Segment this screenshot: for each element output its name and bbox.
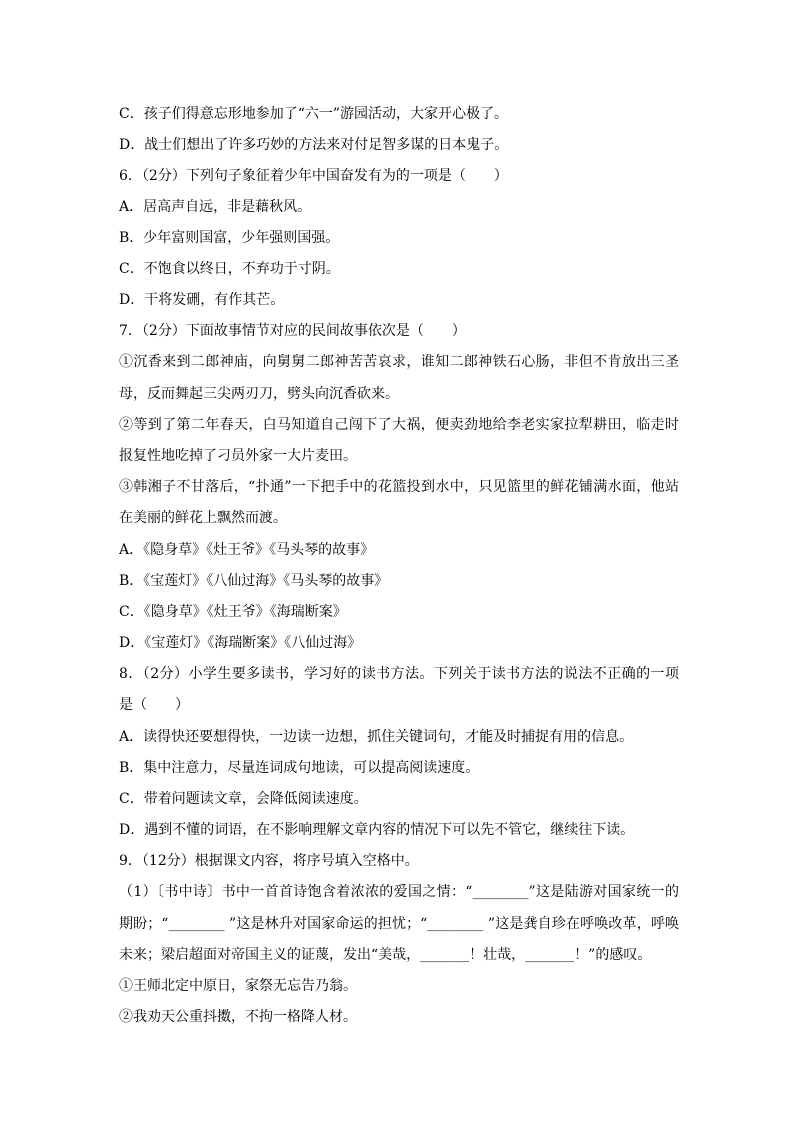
option-5d: D．战士们想出了许多巧妙的方法来对付足智多谋的日本鬼子。 (119, 137, 509, 153)
question-9-part-1-line-1: （1）〔书中诗〕书中一首首诗饱含着浓浓的爱国之情：“________”这是陆游对国家统一的 (119, 884, 679, 900)
passage-3-line-1: ③韩湘子不甘落后，“扑通”一下把手中的花篮投到水中，只见篮里的鲜花铺满水面，他站 (119, 479, 679, 495)
option-6b: B．少年富则国富，少年强则国强。 (119, 230, 340, 246)
question-8-stem-line-2: 是（ ） (119, 697, 189, 713)
question-9-part-1-line-3: 未来；梁启超面对帝国主义的证蔑，发出“美哉，_______！壮哉，_______！”的感叹。 (119, 947, 652, 963)
question-6-stem: 6．（2分）下列句子象征着少年中国奋发有为的一项是（ ） (119, 168, 508, 184)
option-6d: D．干将发硎，有作其芒。 (119, 292, 285, 308)
question-9-stem: 9．（12分）根据课文内容，将序号填入空格中。 (119, 853, 419, 869)
question-9-part-1-line-2: 期盼；“________ ”这是林升对国家命运的担忧；“________ ”这是龚自珍在呼唤改革，呼唤 (119, 916, 679, 932)
option-6a: A．居高声自远，非是藉秋风。 (119, 199, 312, 215)
option-7c: C．《隐身草》《灶王爷》《海瑞断案》 (119, 604, 347, 620)
question-7-stem: 7．（2分）下面故事情节对应的民间故事依次是（ ） (119, 323, 466, 339)
question-8-stem-line-1: 8．（2分）小学生要多读书，学习好的读书方法。下列关于读书方法的说法不正确的一项 (119, 666, 679, 682)
option-5c: C．孩子们得意忘形地参加了“六一”游园活动，大家开心极了。 (119, 106, 509, 122)
poem-option-1: ①王师北定中原日，家祭无忘告乃翁。 (119, 978, 357, 994)
passage-1-line-1: ①沉香来到二郎神庙，向舅舅二郎神苦苦哀求，谁知二郎神铁石心肠，非但不肯放出三圣 (119, 354, 679, 370)
passage-2-line-2: 报复性地吃掉了刁员外家一大片麦田。 (119, 448, 357, 464)
option-8c: C．带着问题读文章，会降低阅读速度。 (119, 791, 368, 807)
option-7b: B．《宝莲灯》《八仙过海》《马头琴的故事》 (119, 573, 389, 589)
option-8a: A．读得快还要想得快，一边读一边想，抓住关键词句，才能及时捕捉有用的信息。 (119, 729, 634, 745)
passage-3-line-2: 在美丽的鲜花上飘然而渡。 (119, 510, 287, 526)
option-6c: C．不饱食以终日，不弃功于寸阴。 (119, 261, 340, 277)
option-8b: B．集中注意力，尽量连词成句地读，可以提高阅读速度。 (119, 760, 480, 776)
poem-option-2: ②我劝天公重抖擞，不拘一格降人材。 (119, 1009, 357, 1025)
option-7d: D．《宝莲灯》《海瑞断案》《八仙过海》 (119, 635, 362, 651)
passage-2-line-1: ②等到了第二年春天，白马知道自己闯下了大祸，便卖劲地给李老实家拉犁耕田，临走时 (119, 417, 679, 433)
option-8d: D．遇到不懂的词语，在不影响理解文章内容的情况下可以先不管它，继续往下读。 (119, 822, 635, 838)
option-7a: A．《隐身草》《灶王爷》《马头琴的故事》 (119, 542, 375, 558)
passage-1-line-2: 母，反而舞起三尖两刃刀，劈头向沉香砍来。 (119, 386, 399, 402)
